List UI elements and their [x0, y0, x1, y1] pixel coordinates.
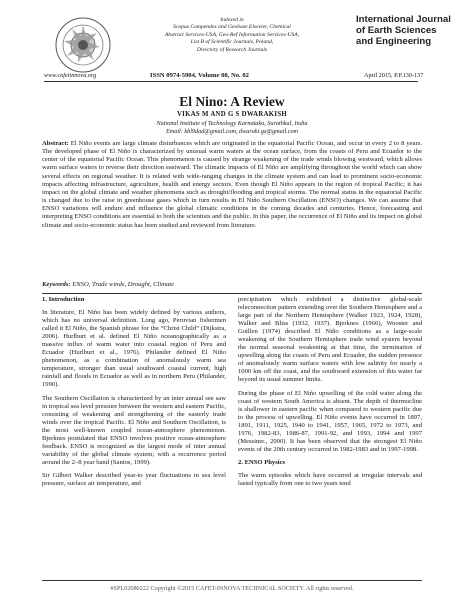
body-paragraph: During the phase of El Niño upwelling of the cold water along the coast of western South America is absent. The depth of thermocline is shallower in eastern pacific when compared to western pacific due to the process of upwelling. El Niño events have occurred in 1897, 1891, 1911, 1925, 1940 to 1941, 1957, 1965, 1972 to 1973, and 1976, 1982-83, 1986-87, 1991-92, and 1993, 1994 and 1997 (Messiner., 2000). It has been observed that the strongest El Niño events of the 20th century occurred in 1982-1983 and in 1997-1998.: [238, 389, 422, 453]
section-rule: [42, 293, 422, 294]
abstract-label: Abstract:: [42, 140, 69, 147]
body-column-right: [238, 296, 422, 493]
article-authors: VIKAS M AND G S DWARAKISH: [176, 111, 288, 118]
abstract: [42, 140, 422, 230]
copyright-footer: #SPL02080222 Copyright ©2015 CAFET-INNOVA TECHNICAL SOCIETY. All rights reserved.: [110, 585, 354, 592]
body-paragraph: Sir Gilbert Walker described year-to year fluctuations in sea level pressure, surface air temperature, and: [42, 471, 226, 487]
journal-name-line: of Earth Sciences: [356, 25, 437, 36]
indexed-line: Scopus Compendex and Geobase Elsevier, Chemical: [173, 24, 291, 31]
body-paragraph: The Southern Oscillation is characterized by an inter annual see saw in tropical sea level pressure between the western and eastern Pacific, consisting of weakening and strengthening of the easterly trade winds over the tropical Pacific. El Niño and Southern Oscillation, is the most well-known coupled ocean-atmosphere phenomenon. Bjerknes postulated that ENSO involves positive ocean-atmosphere feedback. ENSO is recognized as the largest mode of inter annual variability of the global climate system; with a recurrence period around the 2–8 year band (Santos, 1999).: [42, 394, 226, 466]
article-title: El Nino: A Review: [179, 94, 285, 109]
section-heading-enso-physics: 2. ENSO Physics: [238, 458, 286, 466]
issn-volume: ISSN 0974-5904, Volume 08, No. 02: [150, 72, 249, 79]
journal-name-line: International Journal: [356, 14, 451, 25]
keywords-text: ENSO, Trade winds, Drought, Climate: [72, 281, 175, 288]
keywords-label: Keywords:: [42, 281, 71, 288]
footer-rule: [42, 580, 422, 581]
author-email: Email: kbl9dad@gmail.com, dwaraki.gs@gmail.com: [165, 128, 299, 135]
indexing-statement: [120, 17, 344, 54]
body-column-left: [42, 296, 226, 493]
journal-logo-emblem: [54, 16, 112, 74]
body-paragraph: The warm episodes which have occurred at irregular intervals and lasted typically from one to two years tend: [238, 471, 422, 487]
keywords: [42, 281, 422, 288]
author-institution: National Institute of Technology Karnataka, Surathkal, India: [156, 120, 308, 127]
indexed-line: Directory of Research Journals: [196, 46, 268, 53]
indexed-line: Indexed in: [220, 17, 244, 23]
journal-name: [356, 14, 460, 47]
indexed-line: List B of Scientific Journals, Poland,: [190, 39, 274, 46]
body-paragraph: precipitation which exhibited a distinctive global-scale teleconnection pattern extending over the Southern Hemisphere and a large part of the Northern Hemisphere (Walker 1923, 1924, 1928), Walker and Bliss (1932, 1937). Bjerknes (1966), Wooster and Guillen (1974) described El Niño conditions as a large-scale weakening of the Southern Hemisphere trade wind system beyond the normal seasonal weakening at that time, the termination of upwelling along the coasts of Peru and Ecuador, the sudden presence of anomalously warm surface waters with low salinity for nearly a 1000 km off the coast, and the southward extension of this water far beyond its usual summer limits.: [238, 296, 422, 384]
journal-name-line: and Engineering: [356, 36, 432, 47]
issue-date-pages: April 2015, P.P.130-137: [364, 72, 424, 79]
abstract-text: El Niño events are large climate disturbances which are originated in the equatorial Pacific Ocean, and occur in every 2 to 8 years. The developed phase of El Niño is characterized by unusual warm waters at the ocean surface, from the coasts of Peru and Ecuador to the center of the equatorial Pacific Ocean. This phenomenon is caused by strange weakening of the trade winds blowing westward, which allows warm surface waters to reverse their direction eastward. The climatic impacts of El Niño are amplifying throughout the world which can show several effects on regional weather. It is related with wide-ranging changes in the climate system and can lead to prominent socio-economic impacts affecting infrastructure, agriculture, health and energy sectors. Even though El Niño appears in the region of tropical Pacific; it has impact on the global climate and weather phenomena such as drought/flooding and tropical storms. The normal status in the equatorial Pacific is changed due to the raise in greenhouse gases which in turn results in El Niño Southern Oscillation (ENSO) changes. We can assume that ENSO variations will endure and influence the global climatic conditions in the coming decades and centuries. Hence, forecasting and interpreting ENSO conditions are essential to both the scientists and the public. In this paper, the occurrence of El Niño and its impact on global climate and socio-economic status has been studied and reviewed from literature.: [42, 140, 422, 229]
publisher-website: www.cafetinnova.org: [44, 72, 97, 79]
indexed-line: Abstract Services-USA, Geo-Ref Information Services-USA,: [164, 31, 300, 38]
section-heading-introduction: 1. Introduction: [42, 296, 85, 303]
body-paragraph: In literature, El Niño has been widely defined by various authors, which has no universal definition. Long ago, Peruvian fishermen called it El Niño, the Spanish phrase for the “Christ Child” (Dijkstra, 2006). Hurlburt et al. defined El Niño oceanographically as a massive influx of warm water into coastal region of Peru and Ecuador (Hurlburt et al., 1976). Philander defined El Niño phenomenon, as a combination of anomalously warm sea temperature, stronger than usual southward coastal current, high rainfall and floods in Ecuador as well as in northern Peru (Philander, 1990).: [42, 309, 226, 389]
header-rule: [44, 81, 418, 82]
